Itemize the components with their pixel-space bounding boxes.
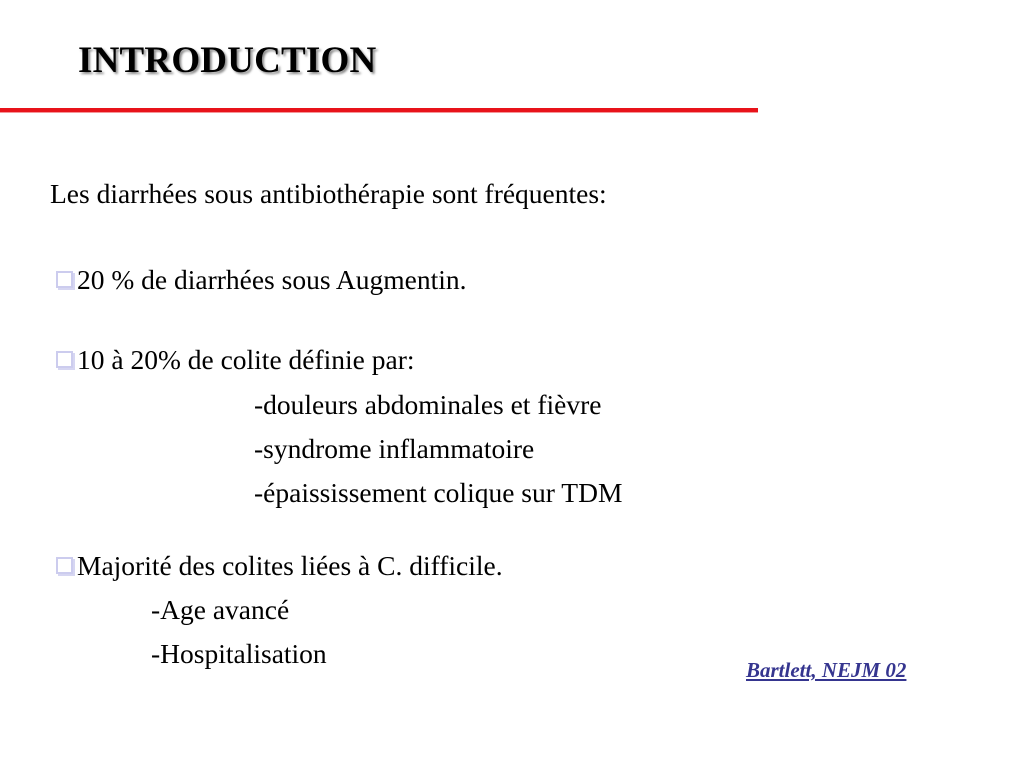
square-bullet-icon (56, 351, 73, 368)
bullet-item-2-label: 10 à 20% de colite définie par: (77, 344, 415, 375)
bullet-item-2-subitem-2: -syndrome inflammatoire (254, 433, 535, 464)
bullet-item-3-subitem-2: -Hospitalisation (151, 638, 327, 669)
bullet-item-3-subitem-1: -Age avancé (151, 594, 290, 625)
square-bullet-icon (56, 557, 73, 574)
title-divider-rule (0, 108, 758, 112)
square-bullet-icon (56, 271, 73, 288)
bullet-item-2 (56, 344, 415, 375)
source-citation: Bartlett, NEJM 02 (746, 658, 907, 682)
bullet-item-3 (56, 550, 503, 581)
slide-title-block (78, 40, 778, 90)
lead-paragraph: Les diarrhées sous antibiothérapie sont fréquentes: (50, 178, 607, 209)
page-title: INTRODUCTION (78, 40, 377, 81)
bullet-item-1 (56, 264, 467, 295)
bullet-item-2-subitem-3: -épaississement colique sur TDM (254, 477, 623, 508)
bullet-item-1-label: 20 % de diarrhées sous Augmentin. (77, 264, 467, 295)
bullet-item-3-label: Majorité des colites liées à C. difficile. (77, 550, 503, 581)
bullet-item-2-subitem-1: -douleurs abdominales et fièvre (254, 389, 602, 420)
